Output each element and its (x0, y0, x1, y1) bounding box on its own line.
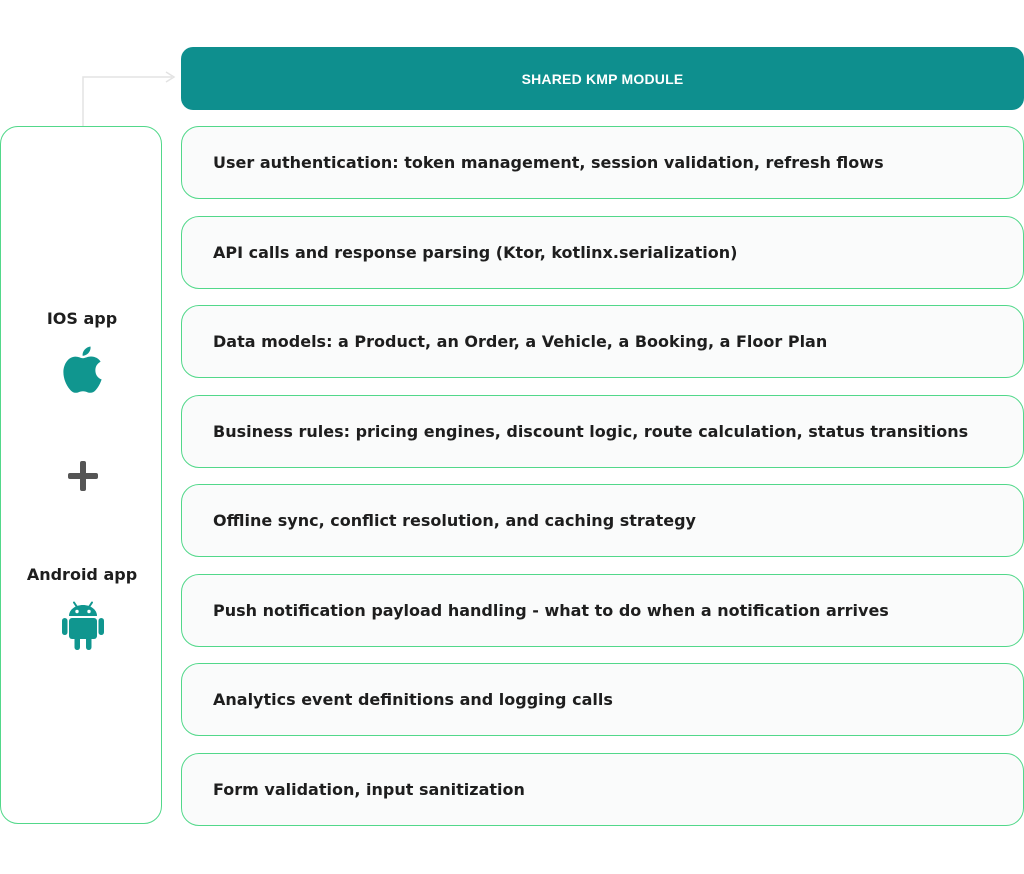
apple-icon (62, 345, 104, 393)
responsibility-card (181, 753, 1024, 826)
responsibility-card (181, 305, 1024, 378)
responsibility-text: Analytics event definitions and logging calls (213, 690, 613, 709)
shared-module-title: SHARED KMP MODULE (521, 70, 684, 87)
responsibility-card (181, 395, 1024, 468)
responsibility-text: Offline sync, conflict resolution, and caching strategy (213, 511, 696, 530)
android-app-label: Android app (26, 565, 138, 584)
responsibility-card (181, 126, 1024, 199)
responsibility-card (181, 484, 1024, 557)
responsibility-card (181, 663, 1024, 736)
plus-icon (67, 460, 99, 492)
ios-app-label: IOS app (46, 309, 118, 328)
responsibility-text: Data models: a Product, an Order, a Vehicle, a Booking, a Floor Plan (213, 332, 828, 351)
responsibility-text: Business rules: pricing engines, discount logic, route calculation, status transitions (213, 422, 969, 441)
platform-panel (0, 126, 162, 824)
responsibility-text: Form validation, input sanitization (213, 780, 525, 799)
responsibility-text: User authentication: token management, session validation, refresh flows (213, 153, 884, 172)
android-icon (62, 601, 104, 651)
responsibility-text: API calls and response parsing (Ktor, kotlinx.serialization) (213, 243, 738, 262)
responsibility-card (181, 574, 1024, 647)
responsibility-text: Push notification payload handling - what to do when a notification arrives (213, 601, 889, 620)
shared-module-header (181, 47, 1024, 110)
responsibility-card (181, 216, 1024, 289)
